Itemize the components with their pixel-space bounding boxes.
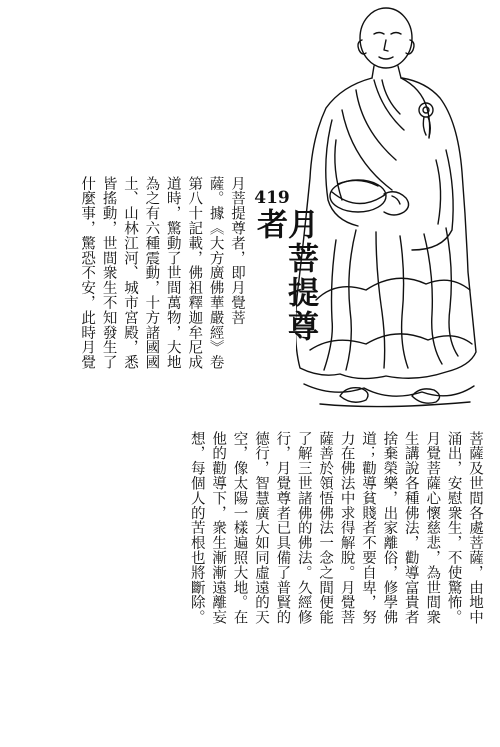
- text-column: 行，月覺尊者已具備了普賢的: [274, 431, 291, 625]
- arhat-illustration: [296, 0, 500, 410]
- text-column: 薩。據《大方廣佛華嚴經》卷: [207, 176, 224, 370]
- text-column: 了解三世諸佛的佛法。久經修: [295, 431, 312, 625]
- text-column: 捨棄榮樂，出家離俗，修學佛: [381, 431, 398, 625]
- text-column: 第八十記載，佛祖釋迦牟尼成: [186, 176, 203, 370]
- text-column: 薩善於領悟佛法一念之間便能: [317, 431, 334, 625]
- text-column: 道時，驚動了世間萬物，大地: [164, 176, 181, 370]
- text-column: 德行，智慧廣大如同虛遠的天: [252, 431, 269, 625]
- text-column: 為之有六種震動，十方諸國國: [143, 176, 160, 370]
- text-column: 皆搖動，世間衆生不知發生了: [100, 176, 117, 370]
- entry-number: 419: [254, 188, 290, 208]
- text-column: 涌出，安慰衆生，不使驚怖。: [445, 431, 462, 625]
- upper-text-block: [22, 176, 247, 416]
- text-column: 道；勸導貧賤者不要自卑，努: [359, 431, 376, 625]
- text-column: 力在佛法中求得解脫。月覺菩: [338, 431, 355, 625]
- entry-title: 月菩提尊者: [251, 208, 318, 344]
- text-column: 月覺菩薩心懷慈悲，為世間衆: [424, 431, 441, 625]
- text-column: 空，像太陽一樣遍照大地。在: [231, 431, 248, 625]
- text-column: 月菩提尊者，即月覺菩: [229, 176, 245, 325]
- text-column: 他的勸導下，衆生漸漸遠離妄: [210, 431, 227, 625]
- text-column: 想，每個人的苦根也將斷除。: [188, 431, 205, 625]
- text-column: 土、山林江河、城市宮殿，悉: [121, 176, 138, 370]
- text-column: 菩薩及世間各處菩薩，由地中: [467, 431, 483, 625]
- lower-text-block: [69, 431, 485, 671]
- text-column: 生講說各種佛法，勸導富貴者: [402, 431, 419, 625]
- text-column: 什麼事，驚恐不安，此時月覺: [79, 176, 96, 370]
